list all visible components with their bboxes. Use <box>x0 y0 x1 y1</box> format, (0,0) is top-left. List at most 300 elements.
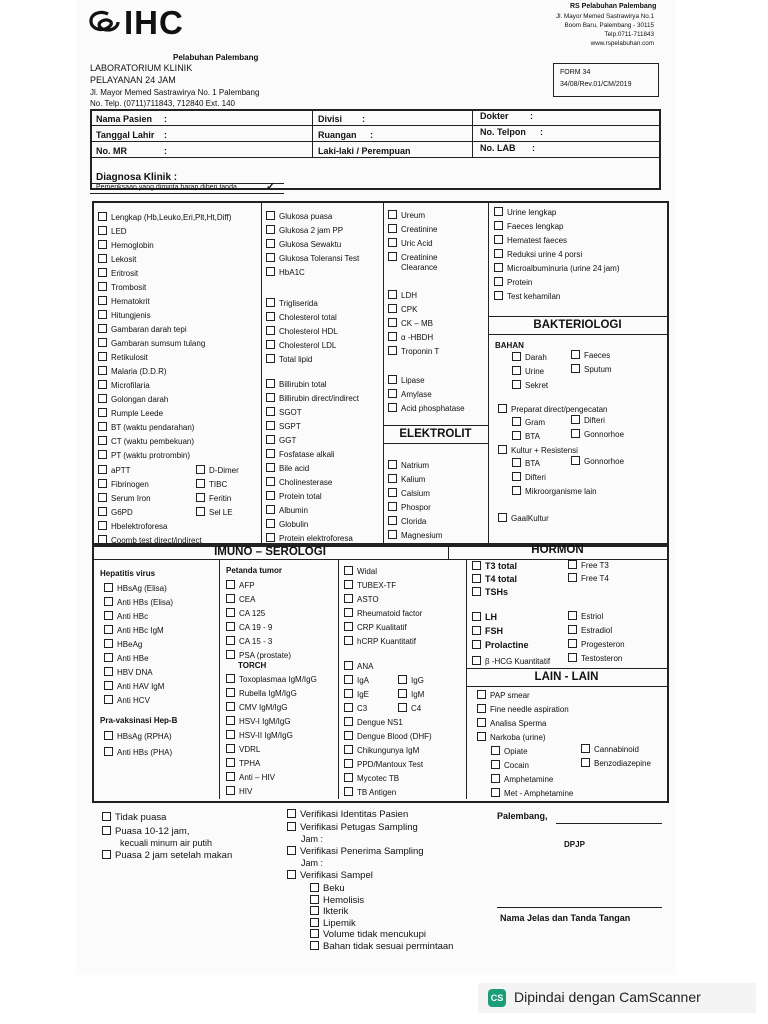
checkbox-icon[interactable] <box>472 574 481 583</box>
checkbox-icon[interactable] <box>388 304 397 313</box>
checkbox-icon[interactable] <box>571 456 580 465</box>
checkbox-icon[interactable] <box>512 352 521 361</box>
checkbox-icon[interactable] <box>196 465 205 474</box>
checkbox-benzodiazepine[interactable] <box>581 758 651 769</box>
checkbox-icon[interactable] <box>512 417 521 426</box>
checkbox-trigliserida[interactable] <box>266 298 318 309</box>
checkbox-icon[interactable] <box>388 318 397 327</box>
checkbox-t3-total[interactable] <box>472 561 517 571</box>
checkbox-anti-hbe[interactable] <box>104 653 149 664</box>
checkbox-reduksi-urine-4-porsi[interactable] <box>494 249 582 260</box>
checkbox-beku[interactable] <box>310 883 345 894</box>
checkbox-icon[interactable] <box>226 608 235 617</box>
checkbox-cholesterol-total[interactable] <box>266 312 337 323</box>
checkbox-cocain[interactable] <box>491 760 529 771</box>
checkbox-icon[interactable] <box>226 580 235 589</box>
checkbox-hbv-dna[interactable] <box>104 667 153 678</box>
checkbox-icon[interactable] <box>512 458 521 467</box>
checkbox-gaalkultur[interactable] <box>498 513 549 524</box>
checkbox-icon[interactable] <box>494 221 503 230</box>
checkbox-icon[interactable] <box>398 675 407 684</box>
checkbox-icon[interactable] <box>512 472 521 481</box>
checkbox-vdrl[interactable] <box>226 744 260 755</box>
checkbox-icon[interactable] <box>98 507 107 516</box>
checkbox-bta[interactable] <box>512 431 540 442</box>
checkbox-kultur-resistensi[interactable] <box>498 445 578 456</box>
checkbox-hematest-faeces[interactable] <box>494 235 567 246</box>
checkbox-preparat-direct-pengecatan[interactable] <box>498 404 608 415</box>
checkbox-glukosa-toleransi-test[interactable] <box>266 253 359 264</box>
checkbox-lengkap-hb-leuko-eri-plt-ht-diff[interactable] <box>98 212 231 223</box>
checkbox-led[interactable] <box>98 226 127 237</box>
checkbox-icon[interactable] <box>266 533 275 542</box>
checkbox-icon[interactable] <box>491 774 500 783</box>
checkbox-crp-kualitatif[interactable] <box>344 622 407 633</box>
checkbox-widal[interactable] <box>344 566 377 577</box>
checkbox-icon[interactable] <box>344 689 353 698</box>
checkbox-gonnorhoe[interactable] <box>571 429 624 440</box>
checkbox-golongan-darah[interactable] <box>98 394 168 405</box>
checkbox-icon[interactable] <box>398 689 407 698</box>
checkbox-globulin[interactable] <box>266 519 308 530</box>
checkbox-verifikasi-petugas-sampling[interactable] <box>287 822 418 833</box>
checkbox-icon[interactable] <box>512 366 521 375</box>
checkbox-hba1c[interactable] <box>266 267 305 278</box>
checkbox-progesteron[interactable] <box>568 639 625 650</box>
checkbox-icon[interactable] <box>568 611 577 620</box>
checkbox-calsium[interactable] <box>388 488 430 499</box>
checkbox-amylase[interactable] <box>388 389 432 400</box>
checkbox-estradiol[interactable] <box>568 625 612 636</box>
checkbox-icon[interactable] <box>491 760 500 769</box>
checkbox-icon[interactable] <box>477 704 486 713</box>
checkbox-icon[interactable] <box>581 744 590 753</box>
checkbox-icon[interactable] <box>498 404 507 413</box>
checkbox-icon[interactable] <box>512 380 521 389</box>
checkbox-icon[interactable] <box>398 703 407 712</box>
checkbox-testosteron[interactable] <box>568 653 622 664</box>
checkbox-tidak-puasa[interactable] <box>102 812 166 823</box>
checkbox-c4[interactable] <box>398 703 421 714</box>
checkbox-bta[interactable] <box>512 458 540 469</box>
checkbox-icon[interactable] <box>344 787 353 796</box>
checkbox-icon[interactable] <box>568 653 577 662</box>
checkbox-opiate[interactable] <box>491 746 528 757</box>
checkbox-tb-antigen[interactable] <box>344 787 396 798</box>
checkbox-analisa-sperma[interactable] <box>477 718 546 729</box>
checkbox-icon[interactable] <box>98 338 107 347</box>
checkbox-anti-hbc-igm[interactable] <box>104 625 164 636</box>
checkbox-ppd-mantoux-test[interactable] <box>344 759 423 770</box>
checkbox-malaria-d-d-r[interactable] <box>98 366 167 377</box>
checkbox-protein[interactable] <box>494 277 532 288</box>
checkbox-icon[interactable] <box>98 465 107 474</box>
checkbox-icon[interactable] <box>477 732 486 741</box>
checkbox-icon[interactable] <box>571 350 580 359</box>
checkbox-chikungunya-igm[interactable] <box>344 745 419 756</box>
checkbox-eritrosit[interactable] <box>98 268 138 279</box>
checkbox-glukosa-2-jam-pp[interactable] <box>266 225 343 236</box>
checkbox-ana[interactable] <box>344 661 373 672</box>
checkbox-icon[interactable] <box>98 394 107 403</box>
checkbox-tshs[interactable] <box>472 587 508 597</box>
checkbox-cholesterol-ldl[interactable] <box>266 340 336 351</box>
checkbox-icon[interactable] <box>494 291 503 300</box>
checkbox-icon[interactable] <box>98 268 107 277</box>
checkbox-troponin-t[interactable] <box>388 346 439 357</box>
checkbox-icon[interactable] <box>196 507 205 516</box>
checkbox-bile-acid[interactable] <box>266 463 309 474</box>
checkbox-icon[interactable] <box>98 521 107 530</box>
checkbox-icon[interactable] <box>344 703 353 712</box>
checkbox-narkoba-urine[interactable] <box>477 732 546 743</box>
checkbox-icon[interactable] <box>581 758 590 767</box>
checkbox-icon[interactable] <box>98 408 107 417</box>
checkbox-icon[interactable] <box>196 493 205 502</box>
checkbox-icon[interactable] <box>344 594 353 603</box>
checkbox-icon[interactable] <box>388 502 397 511</box>
checkbox-icon[interactable] <box>344 717 353 726</box>
checkbox-icon[interactable] <box>344 773 353 782</box>
checkbox-icon[interactable] <box>104 625 113 634</box>
checkbox-icon[interactable] <box>472 612 481 621</box>
checkbox-ige[interactable] <box>344 689 369 700</box>
checkbox-icon[interactable] <box>472 561 481 570</box>
checkbox-fosfatase-alkali[interactable] <box>266 449 335 460</box>
checkbox-urine[interactable] <box>512 366 544 377</box>
checkbox-icon[interactable] <box>104 639 113 648</box>
checkbox-icon[interactable] <box>266 225 275 234</box>
checkbox-icon[interactable] <box>266 463 275 472</box>
checkbox-icon[interactable] <box>266 312 275 321</box>
checkbox-trombosit[interactable] <box>98 282 146 293</box>
checkbox-cannabinoid[interactable] <box>581 744 639 755</box>
checkbox-hbelektroforesa[interactable] <box>98 521 167 532</box>
checkbox-ldh[interactable] <box>388 290 417 301</box>
checkbox-icon[interactable] <box>310 941 319 950</box>
checkbox-icon[interactable] <box>477 718 486 727</box>
checkbox-kalium[interactable] <box>388 474 425 485</box>
checkbox-icon[interactable] <box>266 519 275 528</box>
checkbox-icon[interactable] <box>104 583 113 592</box>
checkbox-icon[interactable] <box>388 252 397 261</box>
checkbox-cea[interactable] <box>226 594 255 605</box>
checkbox-sekret[interactable] <box>512 380 548 391</box>
checkbox-icon[interactable] <box>287 870 296 879</box>
checkbox-icon[interactable] <box>104 695 113 704</box>
checkbox-microfilaria[interactable] <box>98 380 150 391</box>
checkbox-icon[interactable] <box>494 263 503 272</box>
checkbox-icon[interactable] <box>98 450 107 459</box>
checkbox-icon[interactable] <box>498 445 507 454</box>
checkbox-icon[interactable] <box>266 379 275 388</box>
checkbox-difteri[interactable] <box>512 472 546 483</box>
checkbox-icon[interactable] <box>98 436 107 445</box>
checkbox-icon[interactable] <box>388 375 397 384</box>
checkbox-pt-waktu-protrombin[interactable] <box>98 450 190 461</box>
checkbox-icon[interactable] <box>310 929 319 938</box>
checkbox-icon[interactable] <box>494 235 503 244</box>
checkbox-verifikasi-sampel[interactable] <box>287 870 373 881</box>
checkbox-toxoplasmaa-igm-igg[interactable] <box>226 674 317 685</box>
checkbox-hbeag[interactable] <box>104 639 142 650</box>
checkbox-anti-hav-igm[interactable] <box>104 681 164 692</box>
checkbox-icon[interactable] <box>226 744 235 753</box>
checkbox-hsv-i-igm-igg[interactable] <box>226 716 291 727</box>
checkbox-glukosa-sewaktu[interactable] <box>266 239 341 250</box>
checkbox-icon[interactable] <box>388 460 397 469</box>
checkbox-ikterik[interactable] <box>310 906 348 917</box>
checkbox-lipemik[interactable] <box>310 918 356 929</box>
checkbox-puasa-10-12-jam[interactable] <box>102 826 189 837</box>
checkbox-icon[interactable] <box>498 513 507 522</box>
checkbox-icon[interactable] <box>104 731 113 740</box>
checkbox-anti-hcv[interactable] <box>104 695 150 706</box>
checkbox-icon[interactable] <box>266 326 275 335</box>
checkbox-faeces[interactable] <box>571 350 610 361</box>
checkbox-icon[interactable] <box>102 850 111 859</box>
checkbox-test-kehamilan[interactable] <box>494 291 560 302</box>
checkbox-icon[interactable] <box>104 667 113 676</box>
checkbox-icon[interactable] <box>344 745 353 754</box>
checkbox-billirubin-direct-indirect[interactable] <box>266 393 359 404</box>
checkbox-puasa-2-jam-setelah-makan[interactable] <box>102 850 232 861</box>
checkbox-icon[interactable] <box>266 477 275 486</box>
checkbox-anti-hiv[interactable] <box>226 772 275 783</box>
checkbox-g6pd[interactable] <box>98 507 133 518</box>
checkbox-anti-hbc[interactable] <box>104 611 148 622</box>
checkbox-volume-tidak-mencukupi[interactable] <box>310 929 426 940</box>
checkbox-rheumatoid-factor[interactable] <box>344 608 422 619</box>
checkbox-total-lipid[interactable] <box>266 354 312 365</box>
checkbox-igm[interactable] <box>398 689 424 700</box>
checkbox-hitungjenis[interactable] <box>98 310 151 321</box>
checkbox-amphetamine[interactable] <box>491 774 553 785</box>
checkbox-phospor[interactable] <box>388 502 431 513</box>
checkbox-sgpt[interactable] <box>266 421 301 432</box>
checkbox-icon[interactable] <box>568 625 577 634</box>
checkbox-faeces-lengkap[interactable] <box>494 221 563 232</box>
checkbox-microalbuminuria-urine-24-jam[interactable] <box>494 263 619 274</box>
checkbox-gonnorhoe[interactable] <box>571 456 624 467</box>
checkbox-albumin[interactable] <box>266 505 308 516</box>
checkbox-icon[interactable] <box>226 786 235 795</box>
checkbox-retikulosit[interactable] <box>98 352 148 363</box>
checkbox-icon[interactable] <box>388 403 397 412</box>
checkbox-hematokrit[interactable] <box>98 296 150 307</box>
checkbox-bt-waktu-pendarahan[interactable] <box>98 422 194 433</box>
checkbox-hcg-kuantitatif[interactable] <box>472 656 550 667</box>
checkbox-sgot[interactable] <box>266 407 302 418</box>
checkbox-ct-waktu-pembekuan[interactable] <box>98 436 194 447</box>
checkbox-icon[interactable] <box>494 249 503 258</box>
checkbox-tibc[interactable] <box>196 479 227 490</box>
checkbox-icon[interactable] <box>388 488 397 497</box>
checkbox-icon[interactable] <box>388 290 397 299</box>
checkbox-icon[interactable] <box>98 212 107 221</box>
checkbox-icon[interactable] <box>512 431 521 440</box>
checkbox-icon[interactable] <box>98 240 107 249</box>
checkbox-afp[interactable] <box>226 580 255 591</box>
checkbox-iga[interactable] <box>344 675 369 686</box>
checkbox-hbdh[interactable] <box>388 332 433 343</box>
checkbox-gram[interactable] <box>512 417 545 428</box>
checkbox-icon[interactable] <box>98 479 107 488</box>
checkbox-icon[interactable] <box>98 310 107 319</box>
checkbox-icon[interactable] <box>98 366 107 375</box>
checkbox-icon[interactable] <box>98 380 107 389</box>
checkbox-serum-iron[interactable] <box>98 493 151 504</box>
checkbox-icon[interactable] <box>344 580 353 589</box>
checkbox-free-t4[interactable] <box>568 573 609 584</box>
checkbox-icon[interactable] <box>571 429 580 438</box>
checkbox-icon[interactable] <box>287 846 296 855</box>
checkbox-icon[interactable] <box>226 730 235 739</box>
checkbox-icon[interactable] <box>104 611 113 620</box>
checkbox-dengue-blood-dhf[interactable] <box>344 731 432 742</box>
checkbox-icon[interactable] <box>512 486 521 495</box>
checkbox-sel-le[interactable] <box>196 507 233 518</box>
checkbox-icon[interactable] <box>266 354 275 363</box>
checkbox-icon[interactable] <box>344 661 353 670</box>
checkbox-acid-phosphatase[interactable] <box>388 403 465 414</box>
checkbox-icon[interactable] <box>266 211 275 220</box>
checkbox-icon[interactable] <box>568 573 577 582</box>
checkbox-icon[interactable] <box>568 639 577 648</box>
checkbox-icon[interactable] <box>98 254 107 263</box>
checkbox-igg[interactable] <box>398 675 424 686</box>
checkbox-hemoglobin[interactable] <box>98 240 154 251</box>
checkbox-cpk[interactable] <box>388 304 417 315</box>
checkbox-icon[interactable] <box>196 479 205 488</box>
checkbox-hiv[interactable] <box>226 786 252 797</box>
checkbox-lipase[interactable] <box>388 375 425 386</box>
checkbox-icon[interactable] <box>571 415 580 424</box>
checkbox-icon[interactable] <box>472 626 481 635</box>
checkbox-icon[interactable] <box>287 822 296 831</box>
checkbox-gambaran-darah-tepi[interactable] <box>98 324 187 335</box>
checkbox-gambaran-sumsum-tulang[interactable] <box>98 338 205 349</box>
checkbox-lh[interactable] <box>472 612 497 622</box>
checkbox-icon[interactable] <box>98 226 107 235</box>
checkbox-verifikasi-identitas-pasien[interactable] <box>287 809 408 820</box>
checkbox-met-amphetamine[interactable] <box>491 788 573 799</box>
checkbox-icon[interactable] <box>472 640 481 649</box>
checkbox-icon[interactable] <box>310 918 319 927</box>
checkbox-icon[interactable] <box>472 587 481 596</box>
checkbox-icon[interactable] <box>226 758 235 767</box>
checkbox-icon[interactable] <box>104 681 113 690</box>
checkbox-icon[interactable] <box>102 826 111 835</box>
checkbox-t4-total[interactable] <box>472 574 517 584</box>
checkbox-dengue-ns1[interactable] <box>344 717 403 728</box>
checkbox-estriol[interactable] <box>568 611 603 622</box>
checkbox-asto[interactable] <box>344 594 379 605</box>
checkbox-ureum[interactable] <box>388 210 425 221</box>
checkbox-natrium[interactable] <box>388 460 429 471</box>
checkbox-darah[interactable] <box>512 352 547 363</box>
checkbox-icon[interactable] <box>344 608 353 617</box>
checkbox-creatinine-clearance[interactable] <box>388 252 471 273</box>
checkbox-icon[interactable] <box>344 622 353 631</box>
checkbox-ggt[interactable] <box>266 435 296 446</box>
checkbox-c3[interactable] <box>344 703 367 714</box>
checkbox-clorida[interactable] <box>388 516 426 527</box>
checkbox-icon[interactable] <box>266 393 275 402</box>
checkbox-glukosa-puasa[interactable] <box>266 211 332 222</box>
checkbox-icon[interactable] <box>388 530 397 539</box>
checkbox-tpha[interactable] <box>226 758 260 769</box>
checkbox-hcrp-kuantitatif[interactable] <box>344 636 416 647</box>
checkbox-icon[interactable] <box>344 675 353 684</box>
checkbox-icon[interactable] <box>388 332 397 341</box>
checkbox-icon[interactable] <box>388 516 397 525</box>
checkbox-d-dimer[interactable] <box>196 465 239 476</box>
checkbox-mycotec-tb[interactable] <box>344 773 399 784</box>
checkbox-icon[interactable] <box>266 407 275 416</box>
checkbox-ck-mb[interactable] <box>388 318 433 329</box>
checkbox-hbsag-elisa[interactable] <box>104 583 167 594</box>
checkbox-icon[interactable] <box>388 210 397 219</box>
checkbox-aptt[interactable] <box>98 465 131 476</box>
checkbox-hbsag-rpha[interactable] <box>104 731 172 742</box>
checkbox-lekosit[interactable] <box>98 254 136 265</box>
checkbox-sputum[interactable] <box>571 364 612 375</box>
checkbox-icon[interactable] <box>266 491 275 500</box>
checkbox-icon[interactable] <box>266 449 275 458</box>
checkbox-anti-hbs-elisa[interactable] <box>104 597 173 608</box>
checkbox-icon[interactable] <box>104 653 113 662</box>
checkbox-icon[interactable] <box>344 731 353 740</box>
checkbox-difteri[interactable] <box>571 415 605 426</box>
checkbox-ca-19-9[interactable] <box>226 622 272 633</box>
checkbox-icon[interactable] <box>226 772 235 781</box>
checkbox-icon[interactable] <box>102 812 111 821</box>
checkbox-cholinesterase[interactable] <box>266 477 332 488</box>
checkbox-cmv-igm-igg[interactable] <box>226 702 287 713</box>
checkbox-uric-acid[interactable] <box>388 238 433 249</box>
checkbox-icon[interactable] <box>491 746 500 755</box>
checkbox-icon[interactable] <box>388 238 397 247</box>
checkbox-icon[interactable] <box>226 594 235 603</box>
checkbox-icon[interactable] <box>266 298 275 307</box>
checkbox-tubex-tf[interactable] <box>344 580 396 591</box>
checkbox-icon[interactable] <box>226 636 235 645</box>
checkbox-icon[interactable] <box>266 435 275 444</box>
checkbox-icon[interactable] <box>226 674 235 683</box>
checkbox-psa-prostate[interactable] <box>226 650 291 661</box>
checkbox-icon[interactable] <box>98 422 107 431</box>
checkbox-icon[interactable] <box>266 267 275 276</box>
checkbox-magnesium[interactable] <box>388 530 442 541</box>
checkbox-mikroorganisme-lain[interactable] <box>512 486 597 497</box>
checkbox-fibrinogen[interactable] <box>98 479 149 490</box>
checkbox-icon[interactable] <box>266 505 275 514</box>
checkbox-icon[interactable] <box>310 883 319 892</box>
checkbox-verifikasi-penerima-sampling[interactable] <box>287 846 424 857</box>
checkbox-icon[interactable] <box>388 224 397 233</box>
checkbox-icon[interactable] <box>344 566 353 575</box>
checkbox-hemolisis[interactable] <box>310 895 364 906</box>
checkbox-icon[interactable] <box>98 352 107 361</box>
checkbox-icon[interactable] <box>310 906 319 915</box>
checkbox-icon[interactable] <box>494 207 503 216</box>
checkbox-icon[interactable] <box>344 759 353 768</box>
checkbox-feritin[interactable] <box>196 493 231 504</box>
checkbox-anti-hbs-pha[interactable] <box>104 747 172 758</box>
checkbox-icon[interactable] <box>226 688 235 697</box>
checkbox-icon[interactable] <box>477 690 486 699</box>
